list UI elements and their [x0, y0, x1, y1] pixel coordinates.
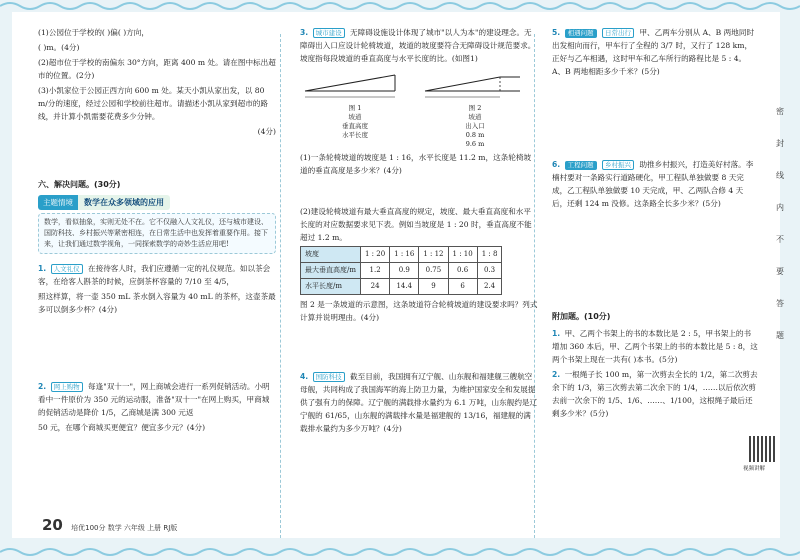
- figure-1-ramp: 坡道: [348, 113, 362, 121]
- q6-text: 助推乡村振兴，打造美好村落。李楠村要对一条路实行道路硬化，甲工程队单独做要 8 天完成，乙工程队单独做要 10 天完成，甲、乙两队合修 4 天后，还剩 124 m 没修。这条路全长多少米？(5分): [552, 160, 754, 208]
- question-number: 6.: [552, 160, 561, 169]
- table-cell: 0.75: [419, 263, 448, 279]
- question-1: [38, 262, 276, 288]
- ramp-figures: [300, 67, 538, 149]
- q4-text: 截至目前，我国拥有辽宁舰、山东舰和福建舰三艘航空母舰，共同构成了我国海军的海上防卫力量，为维护国家安全和发展提供了强有力的保障。辽宁舰的满载排水量约为 6.1 万吨，山东舰约是辽宁舰的 61/65，山东舰的满载排水量是福建舰的 13/16，福建舰的满载排水量约为多少万吨？(4分): [300, 372, 538, 433]
- question-3: [300, 26, 538, 65]
- ramp-diagram-2: [420, 67, 530, 101]
- q3-sub1-line: (1)公园位于学校的( )偏( )方向，: [38, 28, 149, 37]
- question-number: 5.: [552, 28, 561, 37]
- figure-2: [420, 67, 530, 149]
- figure-2-label: 图 2: [468, 104, 482, 112]
- bottom-wave-border: [0, 546, 800, 558]
- figure-1-length: 水平长度: [342, 131, 368, 139]
- question-6: [552, 158, 758, 210]
- theme-header: [38, 195, 276, 210]
- q6-tag-2: 乡村振兴: [602, 160, 634, 170]
- table-cell: 6: [448, 279, 477, 295]
- binding-char: 答: [776, 299, 784, 308]
- q5-tag: 相遇问题: [565, 29, 597, 38]
- q1-tag: 人文礼仪: [51, 264, 83, 274]
- worksheet-page: [12, 12, 780, 538]
- q4-tag: 国防科技: [313, 372, 345, 382]
- binding-char: 题: [776, 331, 784, 340]
- q2-tag: 网上购物: [51, 382, 83, 392]
- q3-part2: (2)建设轮椅坡道有最大垂直高度的规定，坡度、最大垂直高度和水平长度的对应数据要求见下表。例如当坡度是 1 : 20 时，垂直高度不能超过 1.2 m。: [300, 207, 532, 242]
- question-number: 2.: [552, 370, 561, 379]
- q3-score: (4分): [257, 127, 276, 136]
- binding-char: 封: [776, 139, 784, 148]
- column-divider: [280, 34, 281, 538]
- question-4: [300, 370, 538, 435]
- figure-2-length: 9.6 m: [465, 140, 485, 148]
- bonus-question-1: [552, 327, 758, 366]
- binding-line-text: [772, 96, 788, 352]
- figure-1-height: 垂直高度: [342, 122, 368, 130]
- table-header-row: [301, 247, 502, 263]
- book-info: 培优100分 数学 六年级 上册 RJ版: [71, 524, 178, 532]
- q2-text: 每逢"双十一"，网上商城会进行一系列促销活动。小明看中一件原价为 350 元的运动服，准备"双十一"在网上购买，甲商城的促销活动是降价 1/5，乙商城是满 300 元返: [38, 382, 270, 417]
- q3-part2b: 图 2 是一条坡道的示意图，这条坡道符合轮椅坡道的建设要求吗？列式计算并说明理由。(4分): [300, 300, 538, 322]
- table-cell: 1 : 20: [361, 247, 390, 263]
- binding-char: 内: [776, 203, 784, 212]
- table-cell: 1 : 10: [448, 247, 477, 263]
- question-number: 1.: [38, 264, 47, 273]
- q3-part2-answer-space[interactable]: [300, 326, 538, 370]
- q3-sub1-distance: ( )m。(4分): [38, 43, 80, 52]
- bonus-2-text: 一根绳子长 100 m，第一次剪去全长的 1/2，第二次剪去余下的 1/3，第三次剪去第二次余下的 1/4，……以后依次剪去前一次余下的 1/5、1/6、……、1/100，这根绳子最后还剩多少米？(5分): [552, 370, 758, 418]
- ramp-table: [300, 246, 502, 295]
- table-cell: 0.3: [477, 263, 502, 279]
- table-cell: 2.4: [477, 279, 502, 295]
- table-cell: 0.6: [448, 263, 477, 279]
- q1-text-2: 照这样算，将一壶 350 mL 茶水倒入容量为 40 mL 的茶杯，这壶茶最多可以倒多少杯？(4分): [38, 292, 276, 314]
- table-cell: 24: [361, 279, 390, 295]
- theme-badge: 主题情境: [38, 195, 78, 210]
- table-row: [301, 279, 502, 295]
- figure-2-exit: 出入口: [465, 122, 485, 130]
- q1-answer-space[interactable]: [38, 318, 276, 380]
- q3-tag: 城市建设: [313, 28, 345, 38]
- question-number: 2.: [38, 382, 47, 391]
- q6-tag: 工程问题: [565, 161, 597, 170]
- question-number: 3.: [300, 28, 309, 37]
- q6-answer-space[interactable]: [552, 212, 758, 304]
- table-cell: 0.9: [390, 263, 419, 279]
- bonus-title: 附加题。(10分): [552, 312, 611, 321]
- q3-part1: (1)一条轮椅坡道的坡度是 1 : 16，水平长度是 11.2 m，这条轮椅坡道的垂直高度是多少米？(4分): [300, 153, 532, 175]
- theme-title: 数学在众多领域的应用: [78, 195, 170, 210]
- q3-sub3: (3)小凯家位于公园正西方向 600 m 处。某天小凯从家出发，以 80 m/分的速度，经过公园和学校前往超市。请描述小凯从家到超市的路线，并计算小凯需要花费多少分钟。: [38, 86, 268, 121]
- binding-char: 要: [776, 267, 784, 276]
- question-2: [38, 380, 276, 419]
- q2-text-2: 50 元，在哪个商城买更便宜？便宜多少元？(4分): [38, 423, 206, 432]
- left-column: [38, 26, 276, 436]
- table-cell: 1 : 12: [419, 247, 448, 263]
- table-row: [301, 263, 502, 279]
- page-number: 20: [42, 516, 63, 534]
- table-cell: 水平长度/m: [301, 279, 361, 295]
- q3-sub2: (2)超市位于学校的南偏东 30°方向，距离 400 m 处。请在图中标出超市的位置。(2分): [38, 58, 276, 80]
- bonus-question-2: [552, 368, 758, 420]
- right-column: [552, 26, 758, 422]
- binding-char: 不: [776, 235, 784, 244]
- question-5: [552, 26, 758, 78]
- table-cell: 14.4: [390, 279, 419, 295]
- page-footer: [42, 516, 177, 534]
- ramp-diagram-1: [300, 67, 410, 101]
- q1-text: 在接待客人时，我们应遵循一定的礼仪规范。如以茶会客，在给客人斟茶的时候，应倒茶杯容量的 7/10 至 4/5，: [38, 264, 271, 286]
- question-number: 4.: [300, 372, 309, 381]
- table-cell: 坡度: [301, 247, 361, 263]
- qr-label: 视频讲解: [743, 466, 766, 472]
- bonus-1-text: 甲、乙两个书架上的书的本数比是 2 : 5，甲书架上的书增加 360 本后，甲、乙两个书架上的书的本数比是 5 : 8，这两个书架上现在一共有( )本书。(5分): [552, 329, 758, 364]
- top-wave-border: [0, 0, 800, 12]
- figure-2-height: 0.8 m: [465, 131, 485, 139]
- q5-tag-2: 日常出行: [602, 28, 634, 38]
- table-cell: 1 : 16: [390, 247, 419, 263]
- q5-text: 甲、乙两车分别从 A、B 两地同时出发相向而行，甲车行了全程的 3/7 时，又行了 128 km，正好与乙车相遇，这时甲车和乙车所行的路程比是 5 : 4。A、B 两地相距多少千米？(5分): [552, 28, 755, 76]
- qr-code-icon[interactable]: [749, 436, 775, 462]
- table-cell: 最大垂直高度/m: [301, 263, 361, 279]
- section-title: 六、解决问题。(30分): [38, 180, 121, 189]
- theme-intro: 数学，看似抽象，实则无处不在。它不仅融入人文礼仪，还与城市建设、国防科技、乡村振兴等紧密相连，在日常生活中也发挥着重要作用。接下来，让我们通过数学视角，一同探索数学的奇妙生活应用吧!: [38, 213, 276, 254]
- table-cell: 1 : 8: [477, 247, 502, 263]
- question-number: 1.: [552, 329, 561, 338]
- table-cell: 1.2: [361, 263, 390, 279]
- binding-char: 线: [776, 171, 784, 180]
- q3-text: 无障碍设施设计体现了城市"以人为本"的建设理念。无障碍出入口应设计轮椅坡道，坡道的坡度要符合无障碍设计规范要求。坡度指每段坡道的垂直高度与水平长度的比。(如图1): [300, 28, 536, 63]
- q5-answer-space[interactable]: [552, 80, 758, 158]
- figure-2-ramp: 坡道: [468, 113, 482, 121]
- figure-1-label: 图 1: [348, 104, 362, 112]
- table-cell: 9: [419, 279, 448, 295]
- q3-part1-answer-space[interactable]: [300, 179, 538, 205]
- middle-column: [300, 26, 538, 437]
- figure-1: [300, 67, 410, 149]
- binding-char: 密: [776, 107, 784, 116]
